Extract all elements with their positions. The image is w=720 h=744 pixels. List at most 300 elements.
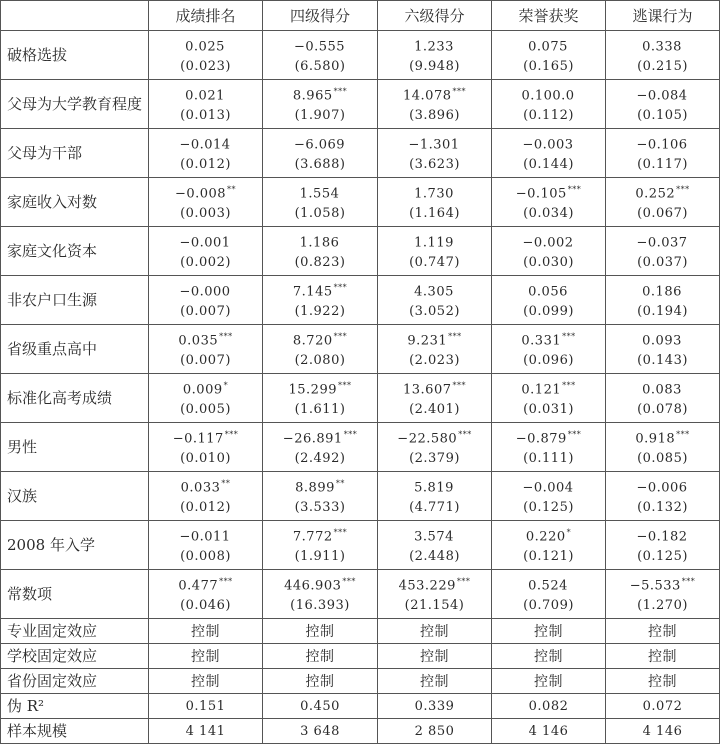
coef-cell xyxy=(149,129,263,178)
value-cell: 4 146 xyxy=(606,719,720,744)
coef-cell xyxy=(492,521,606,570)
coef-line xyxy=(378,80,491,104)
coef-value: −0.182 xyxy=(636,529,688,545)
significance-stars: *** xyxy=(224,430,239,439)
coef-line xyxy=(492,472,605,496)
table-row xyxy=(1,374,720,423)
coef-cell xyxy=(149,178,263,227)
coef-line xyxy=(378,423,491,447)
value-cell: 控制 xyxy=(378,619,492,644)
significance-stars: ** xyxy=(227,185,237,194)
std-error: (0.165) xyxy=(523,59,574,74)
significance-stars: *** xyxy=(333,87,348,96)
coef-line xyxy=(149,80,262,104)
coef-value: −0.001 xyxy=(179,235,231,251)
coef-value: −0.105 xyxy=(515,186,567,202)
coef-cell xyxy=(606,521,720,570)
std-error: (1.922) xyxy=(294,304,346,319)
row-label: 父母为干部 xyxy=(1,129,149,178)
coef-value: 1.730 xyxy=(414,186,454,202)
coef-cell xyxy=(263,129,378,178)
row-label: 家庭文化资本 xyxy=(1,227,149,276)
std-error: (2.492) xyxy=(294,451,346,466)
std-error: (0.125) xyxy=(637,549,688,564)
std-error: (2.080) xyxy=(294,353,346,368)
coef-line xyxy=(263,521,377,545)
row-label: 伪 R² xyxy=(1,694,149,719)
coef-line xyxy=(378,570,491,594)
coef-value: −22.580 xyxy=(397,431,458,447)
coef-cell xyxy=(606,31,720,80)
coef-line xyxy=(606,31,719,55)
table-row xyxy=(1,325,720,374)
coef-line xyxy=(263,129,377,153)
coef-cell xyxy=(492,325,606,374)
std-error: (0.085) xyxy=(637,451,688,466)
value-cell: 0.082 xyxy=(492,694,606,719)
coef-value: 7.145 xyxy=(292,284,333,300)
coef-line xyxy=(606,227,719,251)
significance-stars: *** xyxy=(676,185,690,194)
std-error: (0.215) xyxy=(637,59,688,74)
coef-value: −0.002 xyxy=(522,235,574,251)
header-cell-corner xyxy=(1,1,149,31)
coef-line xyxy=(378,129,491,153)
coef-cell xyxy=(606,227,720,276)
std-error: (0.005) xyxy=(180,402,231,417)
std-error: (0.007) xyxy=(180,353,231,368)
coef-cell xyxy=(378,472,492,521)
coef-value: 0.100.0 xyxy=(521,88,575,104)
std-error: (1.058) xyxy=(294,206,346,221)
coef-value: 8.899 xyxy=(295,480,335,496)
std-error: (1.270) xyxy=(637,598,688,613)
coef-cell xyxy=(263,423,378,472)
coef-cell xyxy=(263,570,378,619)
value-cell: 控制 xyxy=(606,644,720,669)
coef-cell xyxy=(492,276,606,325)
coef-line xyxy=(263,227,377,251)
coef-cell xyxy=(149,570,263,619)
value-cell: 控制 xyxy=(263,644,378,669)
coef-line xyxy=(149,178,262,202)
value-cell: 3 648 xyxy=(263,719,378,744)
coef-value: 453.229 xyxy=(398,578,456,594)
coef-cell xyxy=(492,80,606,129)
coef-value: 0.477 xyxy=(178,578,219,594)
coef-value: 1.119 xyxy=(414,235,454,251)
table-row xyxy=(1,472,720,521)
value-cell: 0.072 xyxy=(606,694,720,719)
std-error: (0.003) xyxy=(180,206,231,221)
std-error: (0.031) xyxy=(523,402,574,417)
coef-cell xyxy=(149,227,263,276)
coef-value: −0.008 xyxy=(174,186,227,202)
coef-cell xyxy=(606,178,720,227)
coef-cell xyxy=(378,374,492,423)
coef-line xyxy=(606,423,719,447)
coef-cell xyxy=(149,325,263,374)
row-label: 标准化高考成绩 xyxy=(1,374,149,423)
coef-line xyxy=(149,276,262,300)
std-error: (0.010) xyxy=(180,451,231,466)
coef-cell xyxy=(263,178,378,227)
std-error: (0.121) xyxy=(523,549,574,564)
coef-value: −0.014 xyxy=(179,137,231,153)
coef-value: 0.056 xyxy=(528,284,568,300)
coef-cell xyxy=(263,80,378,129)
significance-stars: *** xyxy=(448,332,462,341)
std-error: (2.401) xyxy=(409,402,460,417)
coef-line xyxy=(606,521,719,545)
significance-stars: *** xyxy=(456,577,471,586)
std-error: (0.030) xyxy=(523,255,574,270)
table-row xyxy=(1,423,720,472)
significance-stars: *** xyxy=(452,381,466,390)
std-error: (1.164) xyxy=(409,206,460,221)
significance-stars: *** xyxy=(676,430,690,439)
coef-cell xyxy=(378,423,492,472)
row-label: 专业固定效应 xyxy=(1,619,149,644)
std-error: (1.611) xyxy=(294,402,346,417)
coef-line xyxy=(606,80,719,104)
coef-line xyxy=(492,570,605,594)
coef-value: −0.006 xyxy=(636,480,688,496)
coef-line xyxy=(263,80,377,104)
std-error: (2.379) xyxy=(409,451,460,466)
coef-line xyxy=(606,570,719,594)
significance-stars: *** xyxy=(452,87,466,96)
value-cell: 0.450 xyxy=(263,694,378,719)
value-cell: 0.339 xyxy=(378,694,492,719)
table-row xyxy=(1,129,720,178)
significance-stars: *** xyxy=(567,430,582,439)
coef-cell xyxy=(606,423,720,472)
significance-stars: *** xyxy=(219,332,233,341)
coef-line xyxy=(606,276,719,300)
std-error: (0.037) xyxy=(637,255,688,270)
coef-cell xyxy=(263,276,378,325)
value-cell: 控制 xyxy=(149,644,263,669)
std-error: (0.099) xyxy=(523,304,574,319)
coef-value: 0.021 xyxy=(185,88,225,104)
coef-line xyxy=(149,31,262,55)
coef-value: 0.338 xyxy=(642,39,682,55)
std-error: (0.823) xyxy=(294,255,346,270)
coef-line xyxy=(492,423,605,447)
value-cell: 控制 xyxy=(492,619,606,644)
row-label: 汉族 xyxy=(1,472,149,521)
std-error: (0.002) xyxy=(180,255,231,270)
std-error: (0.709) xyxy=(523,598,574,613)
std-error: (3.896) xyxy=(409,108,460,123)
coef-cell xyxy=(378,276,492,325)
coef-value: 446.903 xyxy=(284,578,342,594)
stat-row xyxy=(1,694,720,719)
value-cell: 控制 xyxy=(378,644,492,669)
row-label: 家庭收入对数 xyxy=(1,178,149,227)
coef-cell xyxy=(606,472,720,521)
coef-value: 0.025 xyxy=(185,39,225,55)
stat-row xyxy=(1,719,720,744)
coef-cell xyxy=(606,276,720,325)
coef-cell xyxy=(378,31,492,80)
coef-cell xyxy=(149,423,263,472)
coef-value: 0.009 xyxy=(182,382,223,398)
coef-line xyxy=(263,570,377,594)
coef-cell xyxy=(149,472,263,521)
coef-cell xyxy=(378,325,492,374)
coef-cell xyxy=(492,178,606,227)
coef-cell xyxy=(263,325,378,374)
coef-line xyxy=(149,570,262,594)
coef-value: 1.233 xyxy=(414,39,454,55)
std-error: (6.580) xyxy=(294,59,346,74)
coef-line xyxy=(149,472,262,496)
std-error: (0.012) xyxy=(180,500,231,515)
table-row xyxy=(1,227,720,276)
coef-cell xyxy=(606,129,720,178)
std-error: (1.911) xyxy=(294,549,346,564)
coef-value: −0.106 xyxy=(636,137,688,153)
significance-stars: *** xyxy=(333,528,348,537)
significance-stars: *** xyxy=(333,332,348,341)
value-cell: 控制 xyxy=(149,619,263,644)
table-row xyxy=(1,570,720,619)
value-cell: 控制 xyxy=(492,644,606,669)
coef-value: −0.000 xyxy=(179,284,231,300)
value-cell: 0.151 xyxy=(149,694,263,719)
significance-stars: *** xyxy=(562,332,576,341)
std-error: (0.194) xyxy=(637,304,688,319)
std-error: (9.948) xyxy=(409,59,460,74)
coef-line xyxy=(492,227,605,251)
coef-value: 0.093 xyxy=(642,333,682,349)
std-error: (3.688) xyxy=(294,157,346,172)
coef-cell xyxy=(378,80,492,129)
coef-line xyxy=(378,325,491,349)
table-row xyxy=(1,521,720,570)
coef-value: 1.186 xyxy=(299,235,340,251)
coef-value: 3.574 xyxy=(414,529,454,545)
value-cell: 控制 xyxy=(263,619,378,644)
coef-cell xyxy=(263,31,378,80)
std-error: (0.078) xyxy=(637,402,688,417)
significance-stars: *** xyxy=(458,430,472,439)
significance-stars: *** xyxy=(342,577,356,586)
value-cell: 控制 xyxy=(378,669,492,694)
coef-value: 8.965 xyxy=(292,88,333,104)
coef-line xyxy=(263,423,377,447)
value-cell: 4 141 xyxy=(149,719,263,744)
std-error: (0.125) xyxy=(523,500,574,515)
coef-cell xyxy=(149,80,263,129)
std-error: (0.046) xyxy=(180,598,231,613)
coef-line xyxy=(378,227,491,251)
coef-cell xyxy=(606,570,720,619)
coef-line xyxy=(263,178,377,202)
coef-value: −26.891 xyxy=(282,431,343,447)
coef-value: 0.252 xyxy=(635,186,676,202)
coef-value: 0.035 xyxy=(178,333,219,349)
std-error: (16.393) xyxy=(290,598,350,613)
std-error: (3.533) xyxy=(294,500,346,515)
coef-value: 1.554 xyxy=(299,186,340,202)
coef-cell xyxy=(263,472,378,521)
coef-value: 4.305 xyxy=(414,284,454,300)
std-error: (4.771) xyxy=(409,500,460,515)
significance-stars: *** xyxy=(338,381,352,390)
coef-value: −5.533 xyxy=(629,578,681,594)
std-error: (3.623) xyxy=(409,157,460,172)
value-cell: 4 146 xyxy=(492,719,606,744)
coef-value: 13.607 xyxy=(403,382,452,398)
coef-value: −0.004 xyxy=(522,480,574,496)
coef-line xyxy=(492,374,605,398)
significance-stars: * xyxy=(223,381,229,390)
std-error: (0.117) xyxy=(637,157,688,172)
value-cell: 控制 xyxy=(492,669,606,694)
coef-cell xyxy=(149,521,263,570)
header-row xyxy=(1,1,720,31)
coef-value: 15.299 xyxy=(288,382,337,398)
std-error: (0.144) xyxy=(523,157,574,172)
std-error: (1.907) xyxy=(294,108,346,123)
coef-line xyxy=(378,472,491,496)
coef-line xyxy=(606,129,719,153)
coef-value: 9.231 xyxy=(407,333,448,349)
std-error: (0.105) xyxy=(637,108,688,123)
coef-value: −0.037 xyxy=(636,235,688,251)
table-body xyxy=(1,31,720,744)
coef-line xyxy=(606,374,719,398)
coef-line xyxy=(492,178,605,202)
coef-line xyxy=(149,521,262,545)
value-cell: 控制 xyxy=(263,669,378,694)
coef-cell xyxy=(378,178,492,227)
significance-stars: ** xyxy=(335,479,345,488)
row-label: 省级重点高中 xyxy=(1,325,149,374)
coef-cell xyxy=(378,129,492,178)
coef-line xyxy=(263,31,377,55)
header-cell-cet6: 六级得分 xyxy=(378,1,492,31)
coef-cell xyxy=(492,129,606,178)
header-cell-rank: 成绩排名 xyxy=(149,1,263,31)
coef-line xyxy=(606,178,719,202)
value-cell: 控制 xyxy=(606,669,720,694)
coef-line xyxy=(606,325,719,349)
control-row xyxy=(1,669,720,694)
coef-value: −0.003 xyxy=(522,137,574,153)
coef-value: 14.078 xyxy=(403,88,452,104)
coef-line xyxy=(149,374,262,398)
coef-cell xyxy=(263,374,378,423)
significance-stars: *** xyxy=(567,185,582,194)
significance-stars: *** xyxy=(219,577,233,586)
coef-line xyxy=(149,129,262,153)
coef-line xyxy=(149,423,262,447)
std-error: (0.023) xyxy=(180,59,231,74)
value-cell: 2 850 xyxy=(378,719,492,744)
row-label: 非农户口生源 xyxy=(1,276,149,325)
coef-value: 0.075 xyxy=(528,39,568,55)
std-error: (2.448) xyxy=(409,549,460,564)
value-cell: 控制 xyxy=(149,669,263,694)
table-row xyxy=(1,31,720,80)
std-error: (3.052) xyxy=(409,304,460,319)
significance-stars: *** xyxy=(343,430,358,439)
coef-cell xyxy=(606,374,720,423)
coef-cell xyxy=(378,227,492,276)
coef-value: 0.121 xyxy=(521,382,562,398)
coef-line xyxy=(492,31,605,55)
coef-value: −0.555 xyxy=(293,39,346,55)
header-cell-honors: 荣誉获奖 xyxy=(492,1,606,31)
coef-line xyxy=(378,374,491,398)
coef-cell xyxy=(606,325,720,374)
coef-cell xyxy=(492,31,606,80)
coef-cell xyxy=(149,276,263,325)
coef-value: 0.524 xyxy=(528,578,568,594)
std-error: (0.096) xyxy=(523,353,574,368)
coef-line xyxy=(606,472,719,496)
coef-line xyxy=(263,325,377,349)
value-cell: 控制 xyxy=(606,619,720,644)
coef-line xyxy=(378,521,491,545)
coef-line xyxy=(492,129,605,153)
std-error: (0.111) xyxy=(523,451,574,466)
std-error: (0.013) xyxy=(180,108,231,123)
row-label: 样本规模 xyxy=(1,719,149,744)
significance-stars: *** xyxy=(681,577,696,586)
coef-value: 7.772 xyxy=(292,529,333,545)
coef-value: 0.083 xyxy=(642,382,682,398)
coef-value: 5.819 xyxy=(414,480,454,496)
coef-line xyxy=(263,472,377,496)
control-row xyxy=(1,619,720,644)
std-error: (0.034) xyxy=(523,206,574,221)
row-label: 2008 年入学 xyxy=(1,521,149,570)
coef-cell xyxy=(149,31,263,80)
table-row xyxy=(1,276,720,325)
row-label: 破格选拔 xyxy=(1,31,149,80)
coef-cell xyxy=(492,423,606,472)
coef-line xyxy=(378,276,491,300)
coef-value: 0.220 xyxy=(525,529,566,545)
significance-stars: *** xyxy=(562,381,576,390)
std-error: (0.008) xyxy=(180,549,231,564)
significance-stars: ** xyxy=(221,479,231,488)
coef-cell xyxy=(492,570,606,619)
coef-line xyxy=(263,374,377,398)
std-error: (0.007) xyxy=(180,304,231,319)
coef-value: −0.117 xyxy=(172,431,224,447)
coef-line xyxy=(492,521,605,545)
coef-cell xyxy=(606,80,720,129)
coef-value: −0.011 xyxy=(179,529,231,545)
coef-line xyxy=(492,276,605,300)
coef-value: 0.918 xyxy=(635,431,676,447)
coef-value: −0.084 xyxy=(636,88,688,104)
coef-line xyxy=(149,325,262,349)
coef-value: −0.879 xyxy=(515,431,567,447)
coef-line xyxy=(149,227,262,251)
coef-cell xyxy=(378,570,492,619)
table-row xyxy=(1,80,720,129)
coef-line xyxy=(492,80,605,104)
coef-cell xyxy=(492,227,606,276)
std-error: (0.143) xyxy=(637,353,688,368)
